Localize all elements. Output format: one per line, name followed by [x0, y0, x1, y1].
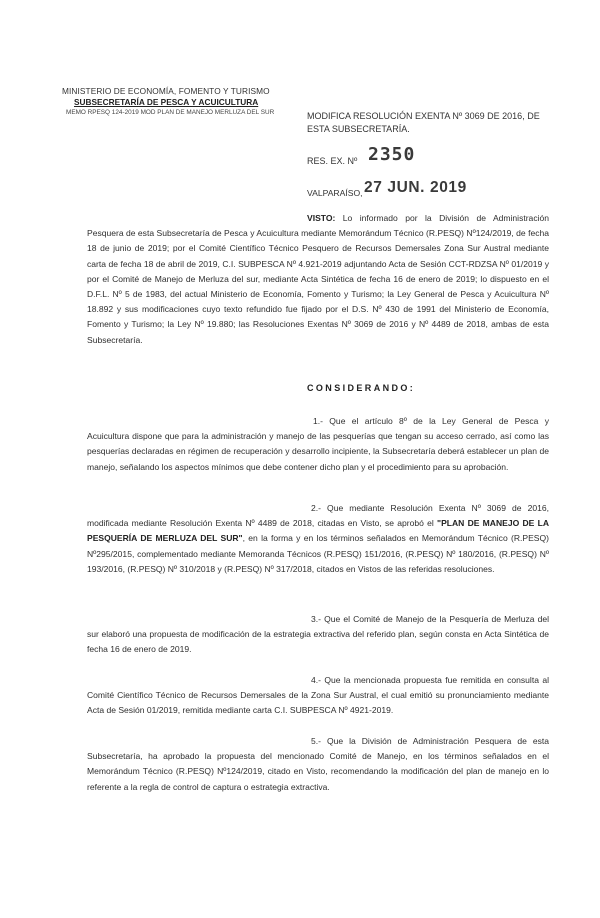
considerando-2-text-b: , en la forma y en los términos señalados en Memorándum Técnico (R.PESQ) Nº295/2015, complementado mediante Memoranda Técnicos (R.PESQ) 151/2016, (R.PESQ) Nº 180/2016, (R.PESQ) Nº 193/2016, (R.PESQ) Nº 310/2018 y (R.PESQ) Nº 317/2018, citados en Vistos de las referidas resoluciones. — [87, 533, 549, 574]
resolution-number: 2350 — [368, 144, 416, 165]
subsecretaria-name: SUBSECRETARÍA DE PESCA Y ACUICULTURA — [74, 97, 259, 107]
visto-paragraph — [87, 211, 549, 348]
considerando-1: 1.- Que el artículo 8º de la Ley General de Pesca y Acuicultura dispone que para la administración y manejo de las pesquerías que tengan su acceso cerrado, así como las pesquerías declaradas en régimen de recuperación y desarrollo incipiente, la Subsecretaría deberá establecer un plan de manejo, señalando los aspectos mínimos que debe contener dicho plan y el procedimiento para su aprobación. — [87, 416, 549, 472]
memo-reference: MEMO RPESQ 124-2019 MOD PLAN DE MANEJO MERLUZA DEL SUR — [66, 109, 275, 116]
considerando-2-text-a: 2.- Que mediante Resolución Exenta Nº 3069 de 2016, modificada mediante Resolución Exenta Nº 4489 de 2018, citadas en Visto, se aprobó el — [87, 503, 549, 529]
considerando-4: 4.- Que la mencionada propuesta fue remitida en consulta al Comité Científico Técnico de Recursos Demersales de la Zona Sur Austral, el cual emitió su pronunciamiento mediante Acta de Sesión 01/2019, remitida mediante carta C.I. SUBPESCA Nº 4921-2019. — [87, 675, 549, 716]
considerando-5: 5.- Que la División de Administración Pesquera de esta Subsecretaría, ha aprobado la propuesta del mencionado Comité de Manejo, en los términos señalados en el Memorándum Técnico (R.PESQ) Nº124/2019, citado en Visto, recomendando la modificación del plan de manejo en lo referente a la regla de control de captura o estrategia extractiva. — [87, 736, 549, 792]
resolution-label: RES. EX. Nº — [307, 156, 358, 166]
visto-label: VISTO: — [307, 213, 336, 223]
considerando-title: CONSIDERANDO: — [307, 383, 416, 393]
considerando-3: 3.- Que el Comité de Manejo de la Pesquería de Merluza del sur elaboró una propuesta de modificación de la estrategia extractiva del referido plan, según consta en Acta Sintética de fecha 16 de enero de 2019. — [87, 614, 549, 655]
plan-title-bold: "PLAN DE MANEJO DE LA PESQUERÍA DE MERLUZA DEL SUR" — [87, 518, 549, 544]
document-reference: MODIFICA RESOLUCIÓN EXENTA Nº 3069 DE 2016, DE ESTA SUBSECRETARÍA. — [307, 111, 540, 134]
place: VALPARAÍSO, — [307, 188, 363, 198]
considerando-2 — [87, 501, 549, 577]
date-stamp: 27 JUN. 2019 — [364, 179, 467, 196]
visto-text: Lo informado por la División de Administración Pesquera de esta Subsecretaría de Pesca y Acuicultura mediante Memorándum Técnico (R.PESQ) Nº124/2019, de fecha 18 de junio de 2019; por el Comité Científico Técnico Pesquero de Recursos Demersales Zona Sur Austral mediante carta de fecha 18 de abril de 2019, C.I. SUBPESCA Nº 4.921-2019 adjuntando Acta de Sesión CCT-RDZSA Nº 01/2019 y por el Comité de Manejo de Merluza del sur, mediante Acta Sintética de fecha 16 de enero de 2019; lo dispuesto en el D.F.L. Nº 5 de 1983, del actual Ministerio de Economía, Fomento y Turismo; la Ley General de Pesca y Acuicultura Nº 18.892 y sus modificaciones cuyo texto refundido fue fijado por el D.S. Nº 430 de 1991 del Ministerio de Economía, Fomento y Turismo; la Ley Nº 19.880; las Resoluciones Exentas Nº 3069 de 2016 y Nº 4489 de 2018, ambas de esta Subsecretaría. — [87, 213, 549, 345]
ministry-name: MINISTERIO DE ECONOMÍA, FOMENTO Y TURISMO — [62, 86, 270, 96]
